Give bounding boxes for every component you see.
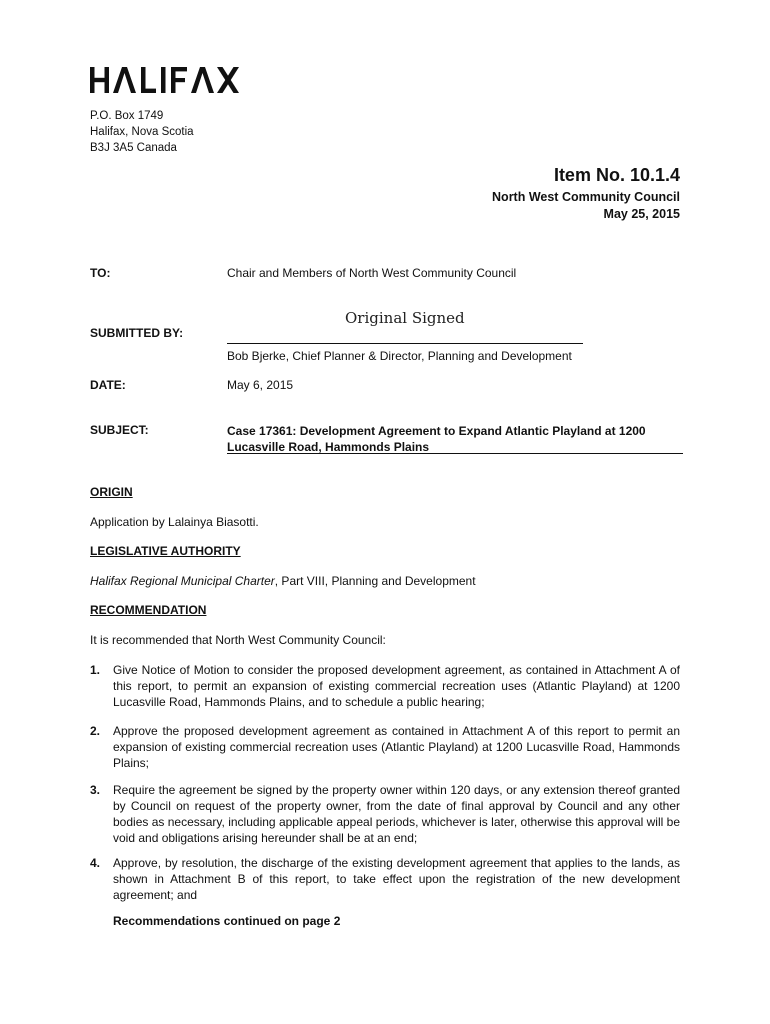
recommendation-intro: It is recommended that North West Community Council: bbox=[90, 633, 386, 647]
list-item-text: Give Notice of Motion to consider the proposed development agreement, as contained in Attachment A of this report, to permit an expansion of existing commercial recreation uses (Atlantic Playland) at 1200 Lucasville Road, Hammonds Plains, and to schedule a public hearing; bbox=[113, 663, 680, 709]
signature: Original Signed bbox=[345, 309, 465, 327]
list-item-text: Approve, by resolution, the discharge of the existing development agreement that applies to the lands, as shown in Attachment B of this report, to take effect upon the registration of the new development agreement; and bbox=[113, 856, 680, 902]
subject-label: SUBJECT: bbox=[90, 423, 149, 437]
subject-rule bbox=[227, 453, 683, 454]
list-item-number: 1. bbox=[90, 663, 101, 677]
signature-line bbox=[227, 343, 583, 344]
to-value: Chair and Members of North West Community Council bbox=[227, 266, 517, 280]
to-label: TO: bbox=[90, 266, 111, 280]
authority-heading: LEGISLATIVE AUTHORITY bbox=[90, 544, 241, 558]
authority-charter: Halifax Regional Municipal Charter bbox=[90, 574, 275, 588]
address-line-3: B3J 3A5 Canada bbox=[90, 142, 177, 154]
list-item bbox=[90, 782, 680, 846]
date-label: DATE: bbox=[90, 378, 126, 392]
address-line-1: P.O. Box 1749 bbox=[90, 110, 164, 122]
list-item-text: Require the agreement be signed by the property owner within 120 days, or any extension thereof granted by Council on request of the property owner, from the date of final approval by Council and any other bodies as necessary, including applicable appeal periods, whichever is later, otherwise this approval will be void and obligations arising hereunder shall be at an end; bbox=[113, 783, 680, 845]
list-item-text: Approve the proposed development agreement as contained in Attachment A of this report to permit an expansion of existing commercial recreation uses (Atlantic Playland) at 1200 Lucasville Road, Hammonds Plains; bbox=[113, 724, 680, 770]
authority-text bbox=[90, 574, 476, 588]
item-number: Item No. 10.1.4 bbox=[553, 165, 680, 185]
meeting-date: May 25, 2015 bbox=[603, 207, 680, 221]
submitted-by-label: SUBMITTED BY: bbox=[90, 326, 184, 340]
date-value: May 6, 2015 bbox=[227, 378, 294, 392]
list-item bbox=[90, 662, 680, 710]
recommendation-heading: RECOMMENDATION bbox=[90, 603, 207, 617]
subject-value: Case 17361: Development Agreement to Expand Atlantic Playland at 1200 Lucasville Road, Hammonds Plains bbox=[227, 424, 646, 454]
origin-text: Application by Lalainya Biasotti. bbox=[90, 515, 259, 529]
address-line-2: Halifax, Nova Scotia bbox=[90, 126, 194, 138]
authority-text-rest: , Part VIII, Planning and Development bbox=[274, 574, 476, 588]
recommendations-continued: Recommendations continued on page 2 bbox=[113, 914, 341, 928]
council-name: North West Community Council bbox=[492, 190, 680, 204]
submitted-by-value: Bob Bjerke, Chief Planner & Director, Planning and Development bbox=[227, 349, 572, 363]
list-item-number: 4. bbox=[90, 856, 101, 870]
list-item-number: 2. bbox=[90, 724, 101, 738]
list-item-number: 3. bbox=[90, 783, 101, 797]
origin-heading: ORIGIN bbox=[90, 485, 133, 499]
list-item bbox=[90, 855, 680, 903]
halifax-logo bbox=[90, 66, 240, 94]
list-item bbox=[90, 723, 680, 771]
